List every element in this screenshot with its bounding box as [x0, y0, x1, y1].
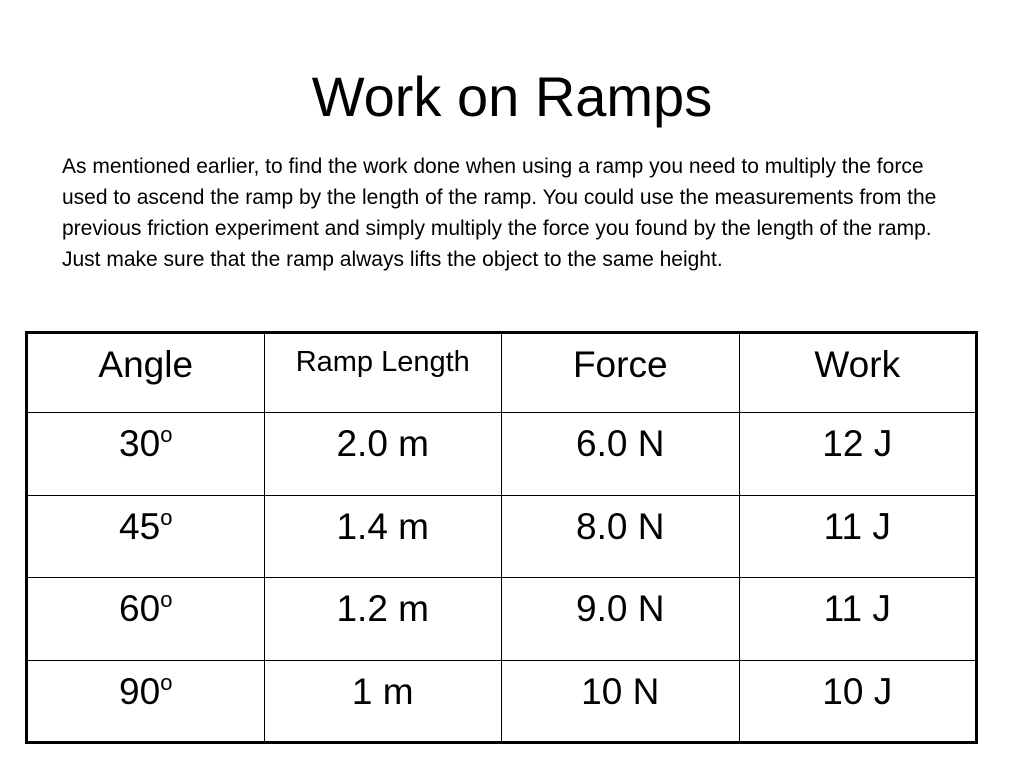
- work-cell: 12 J: [739, 413, 977, 496]
- ramp-length-cell: 1.2 m: [264, 578, 502, 661]
- ramp-length-cell: 1 m: [264, 660, 502, 743]
- table-row: [27, 413, 977, 496]
- degree-mark: o: [160, 669, 173, 695]
- angle-value: 90: [119, 670, 161, 712]
- header-ramp-length: Ramp Length: [264, 333, 502, 413]
- ramp-length-cell: 1.4 m: [264, 495, 502, 578]
- force-cell: 6.0 N: [502, 413, 740, 496]
- work-cell: 11 J: [739, 495, 977, 578]
- slide-title: Work on Ramps: [311, 65, 713, 128]
- table-row: [27, 660, 977, 743]
- degree-mark: o: [160, 587, 173, 612]
- header-force: Force: [502, 333, 740, 413]
- ramp-length-cell: 2.0 m: [264, 413, 502, 496]
- force-cell: 9.0 N: [502, 578, 740, 661]
- force-cell: 8.0 N: [502, 495, 740, 578]
- degree-mark: o: [160, 422, 173, 447]
- header-angle: Angle: [27, 333, 265, 413]
- angle-value: 60: [119, 588, 161, 629]
- table-header-row: [27, 333, 977, 413]
- header-work: Work: [739, 333, 977, 413]
- angle-value: 30: [119, 423, 161, 464]
- angle-value: 45: [119, 505, 161, 547]
- angle-cell: [27, 495, 265, 578]
- ramp-work-table: [25, 331, 978, 744]
- table-row: [27, 578, 977, 661]
- angle-cell: [27, 413, 265, 496]
- angle-cell: [27, 578, 265, 661]
- intro-paragraph: As mentioned earlier, to find the work done when using a ramp you need to multiply the force used to ascend the ramp by the length of the ramp. You could use the measurements from the previous friction experiment and simply multiply the force you found by the length of the ramp. Just make sure that the ramp always lifts the object to the same height.: [62, 155, 937, 271]
- table-row: [27, 495, 977, 578]
- degree-mark: o: [160, 504, 173, 530]
- force-cell: 10 N: [502, 660, 740, 743]
- work-cell: 10 J: [739, 660, 977, 743]
- angle-cell: [27, 660, 265, 743]
- work-cell: 11 J: [739, 578, 977, 661]
